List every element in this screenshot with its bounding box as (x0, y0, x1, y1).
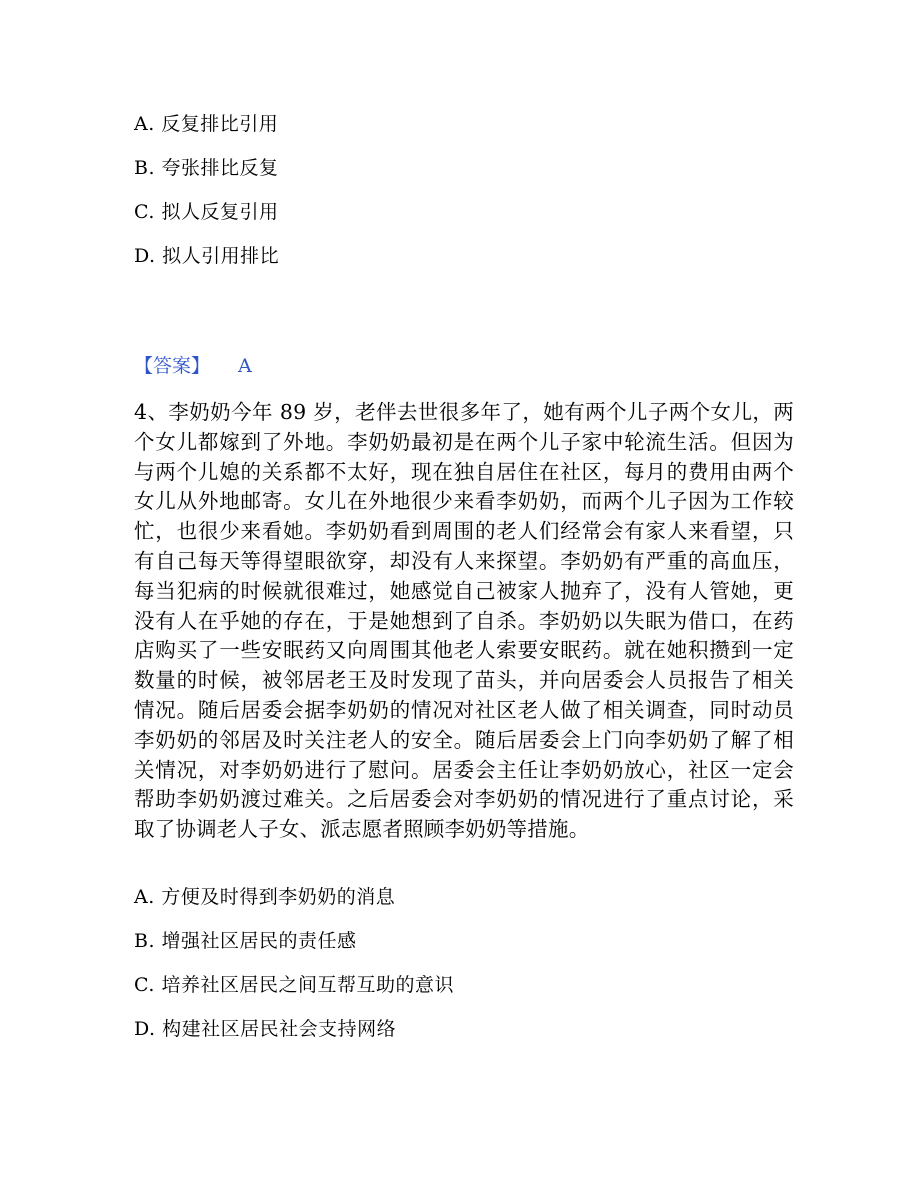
answer-value: A (238, 355, 252, 377)
question-4-text: 4、李奶奶今年 89 岁，老伴去世很多年了，她有两个儿子两个女儿，两个女儿都嫁到了外地。李奶奶最初是在两个儿子家中轮流生活。但因为与两个儿媳的关系都不太好，现在独自居住在社区，每月的费用由两个女儿从外地邮寄。女儿在外地很少来看李奶奶，而两个儿子因为工作较忙，也很少来看她。李奶奶看到周围的老人们经常会有家人来看望，只有自己每天等得望眼欲穿，却没有人来探望。李奶奶有严重的高血压，每当犯病的时候就很难过，她感觉自己被家人抛弃了，没有人管她，更没有人在乎她的存在，于是她想到了自杀。李奶奶以失眠为借口，在药店购买了一些安眠药又向周围其他老人索要安眠药。就在她积攒到一定数量的时候，被邻居老王及时发现了苗头，并向居委会人员报告了相关情况。随后居委会据李奶奶的情况对社区老人做了相关调查，同时动员李奶奶的邻居及时关注老人的安全。随后居委会上门向李奶奶了解了相关情况，对李奶奶进行了慰问。居委会主任让李奶奶放心，社区一定会帮助李奶奶渡过难关。之后居委会对李奶奶的情况进行了重点讨论，采取了协调老人子女、派志愿者照顾李奶奶等措施。 (134, 400, 794, 842)
answer-line (134, 354, 252, 378)
prev-option-d: D. 拟人引用排比 (134, 245, 280, 267)
q4-option-a: A. 方便及时得到李奶奶的消息 (134, 886, 396, 908)
answer-tag: 【答案】 (134, 355, 211, 377)
prev-option-b: B. 夸张排比反复 (134, 157, 279, 179)
prev-option-a: A. 反复排比引用 (134, 113, 279, 135)
q4-option-c: C. 培养社区居民之间互帮互助的意识 (134, 974, 454, 996)
q4-option-b: B. 增强社区居民的责任感 (134, 930, 357, 952)
prev-option-c: C. 拟人反复引用 (134, 201, 279, 223)
q4-option-d: D. 构建社区居民社会支持网络 (134, 1018, 397, 1040)
